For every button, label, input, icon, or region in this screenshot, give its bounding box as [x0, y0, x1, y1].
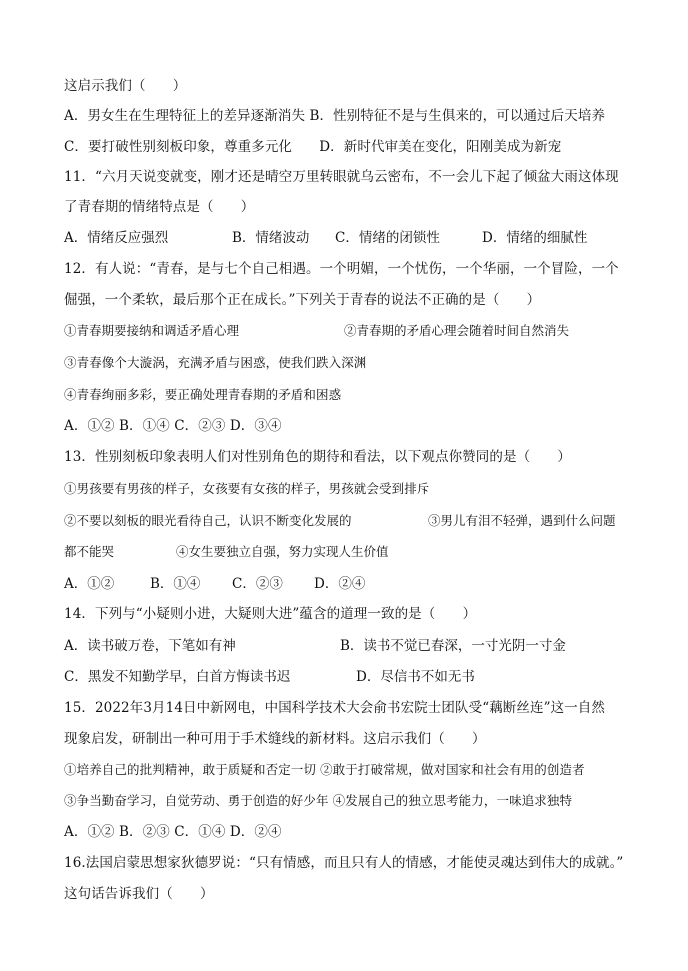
question-12-statement-2: ②青春期的矛盾心理会随着时间自然消失 [344, 323, 570, 338]
question-15-statements-3-4: ③争当勤奋学习，自觉劳动、勇于创造的好少年 ④发展自己的独立思考能力，一味追求独特 [64, 793, 573, 808]
question-11-stem-line-1: 11．“六月天说变就变，刚才还是晴空万里转眼就乌云密布，不一会儿下起了倾盆大雨这体现 [64, 169, 619, 185]
question-12-statement-3: ③青春像个大漩涡，充满矛盾与困惑，使我们跌入深渊 [64, 355, 367, 370]
question-13-option-b: B．①④ [150, 576, 201, 592]
question-10-options-ab: A．男女生在生理特征上的差异逐渐消失 B．性别特征不是与生俱来的，可以通过后天培养 [64, 108, 606, 124]
question-11-option-d: D．情绪的细腻性 [482, 230, 588, 246]
question-15-stem-line-1: 15．2022年3月14日中新网电，中国科学技术大会俞书宏院士团队受“藕断丝连”这一自然 [64, 700, 606, 716]
question-12-stem-line-2: 倔强，一个柔软，最后那个正在成长。”下列关于青春的说法不正确的是（ ） [64, 292, 541, 308]
question-13-option-d: D．②④ [314, 576, 366, 592]
question-13-statement-3-cont: 都不能哭 [64, 544, 115, 559]
question-14-stem: 14．下列与“小疑则小进，大疑则大进”蕴含的道理一致的是（ ） [64, 606, 477, 622]
question-12-statement-4: ④青春绚丽多彩，要正确处理青春期的矛盾和困惑 [64, 387, 342, 402]
question-16-stem-line-1: 16.法国启蒙思想家狄德罗说：“只有情感，而且只有人的情感，才能使灵魂达到伟大的成就。” [64, 855, 624, 871]
question-13-option-c: C．②③ [232, 576, 283, 592]
question-13-statement-4: ④女生要独立自强，努力实现人生价值 [176, 544, 389, 559]
question-12-stem-line-1: 12．有人说：“青春，是与七个自己相遇。一个明媚，一个忧伤，一个华丽，一个冒险，一个 [64, 261, 619, 277]
question-11-option-b: B．情绪波动 [232, 230, 310, 246]
question-14-option-b: B．读书不觉已春深，一寸光阴一寸金 [340, 638, 566, 654]
question-12-options: A．①② B．①④ C．②③ D．③④ [64, 418, 282, 434]
question-13-statement-2: ②不要以刻板的眼光看待自己，认识不断变化发展的 [64, 513, 352, 528]
question-14-option-a: A．读书破万卷，下笔如有神 [64, 638, 236, 654]
question-11-stem-line-2: 了青春期的情绪特点是（ ） [64, 199, 255, 215]
question-13-statement-1: ①男孩要有男孩的样子，女孩要有女孩的样子，男孩就会受到排斥 [64, 481, 430, 496]
question-11-option-a: A．情绪反应强烈 [64, 230, 169, 246]
question-10-stem-end: 这启示我们（ ） [64, 78, 187, 94]
question-16-stem-line-2: 这句话告诉我们（ ） [64, 886, 214, 902]
question-15-stem-line-2: 现象启发，研制出一种可用于手术缝线的新材料。这启示我们（ ） [64, 731, 486, 747]
question-13-statement-3: ③男儿有泪不轻弹，遇到什么问题 [428, 513, 616, 528]
question-13-option-a: A．①② [64, 576, 115, 592]
question-15-statements-1-2: ①培养自己的批判精神，敢于质疑和否定一切 ②敢于打破常规，做对国家和社会有用的创造者 [64, 762, 585, 777]
question-15-options: A．①② B．②③ C．①④ D．②④ [64, 824, 282, 840]
question-14-option-d: D．尽信书不如无书 [356, 669, 475, 685]
question-14-option-c: C．黑发不知勤学早，白首方悔读书迟 [64, 669, 291, 685]
question-10-options-cd: C．要打破性别刻板印象，尊重多元化 D．新时代审美在变化，阳刚美成为新宠 [64, 139, 562, 155]
question-12-statement-1: ①青春期要接纳和调适矛盾心理 [64, 323, 240, 338]
question-13-stem: 13．性别刻板印象表明人们对性别角色的期待和看法，以下观点你赞同的是（ ） [64, 449, 571, 465]
question-11-option-c: C．情绪的闭锁性 [335, 230, 440, 246]
